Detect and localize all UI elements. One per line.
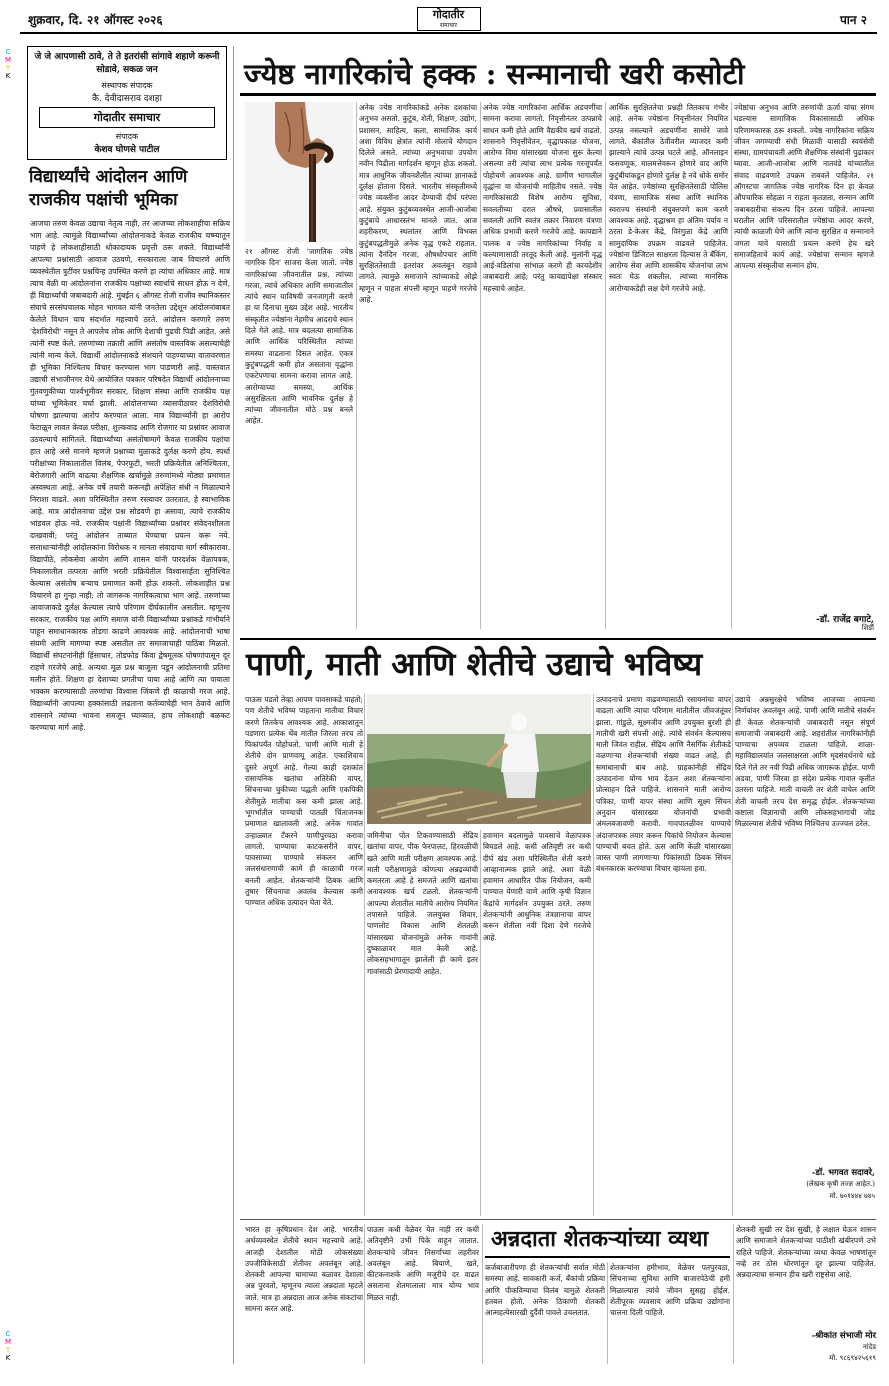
article3-column: भारत हा कृषिप्रधान देश आहे. भारतीय अर्थव्यवस्थेत शेतीचे स्थान महत्त्वाचे आहे. आजही देशातील मोठी लोकसंख्या उपजीविकेसाठी शेतीवर अवलंबून आहे. शेतकरी आपल्या घामाच्या बळावर देशाला अन्न पुरवतो, म्हणूनच त्याला अन्नदाता म्हटले जाते. मात्र हा अन्नदाता आज अनेक संकटांचा सामना करत आहे. (245, 1225, 363, 1314)
column-divider (593, 694, 594, 1216)
article2-author-note: (लेखक कृषी तज्ज्ञ आहेत.) (806, 1180, 875, 1188)
paper-name: गोदातीर समाचार (39, 107, 215, 128)
column-divider (605, 102, 606, 629)
column-divider (482, 1224, 483, 1364)
editor-name: केशव घोणसे पाटील (94, 145, 160, 155)
article1-column: २१ ऑगस्ट रोजी 'जागतिक ज्येष्ठ नागरिक दिन' साजरा केला जातो. ज्येष्ठ नागरिकांच्या जीवनातील प्रश्न, त्यांच्या गरजा, त्यांचे अधिकार आणि समाजातील त्यांचे स्थान याविषयी जनजागृती करणे हा या दिनाचा मुख्य उद्देश आहे. भारतीय संस्कृतीत ज्येष्ठांना नेहमीच आदराचे स्थान दिले गेले आहे. मात्र बदलत्या सामाजिक आणि आर्थिक परिस्थितीत त्यांच्या समस्या वाढताना दिसत आहेत. एकत्र कुटुंबपद्धती कमी होत असताना वृद्धांना एकटेपणाचा सामना करावा लागत आहे. आरोग्याच्या समस्या, आर्थिक असुरक्षितता आणि भावनिक दुर्लक्ष हे त्यांच्या जीवनातील मोठे प्रश्न बनले आहेत. (245, 247, 353, 426)
article1-column: ज्येष्ठांचा अनुभव आणि तरुणांची ऊर्जा यांचा संगम घडल्यास सामाजिक विकासासाठी अधिक परिणामकारक ठरू शकतो. ज्येष्ठ नागरिकांना सक्रिय जीवन जगण्याची संधी मिळावी यासाठी स्वयंसेवी संस्था, ग्रामपंचायती आणि शैक्षणिक संस्थांनी पुढाकार घ्यावा. आजी-आजोबा आणि नातवंडे यांच्यातील संवाद वाढवणारे उपक्रम राबवले पाहिजेत. २१ ऑगस्टचा जागतिक ज्येष्ठ नागरिक दिन हा केवळ औपचारिक सोहळा न राहता कृतज्ञता, सन्मान आणि जबाबदारीचा संकल्प दिन ठरला पाहिजे. आपल्या घरातील आणि परिसरातील ज्येष्ठांचा आदर करणे, त्यांची काळजी घेणे आणि त्यांना सुरक्षित व सन्मानाने जगता यावे यासाठी प्रयत्न करणे हेच खरे समाजहिताचे कार्य आहे. ज्येष्ठांचा सन्मान म्हणजे आपल्या संस्कृतीचा सन्मान होय. (734, 103, 874, 271)
article3-author-phone: मो. ९८६९४२५६१९ (829, 1354, 876, 1362)
column-divider (731, 102, 732, 629)
masthead-logo: गोदातीर समाचार (417, 7, 481, 31)
article1-column: आर्थिक सुरक्षिततेचा प्रश्नही तितकाच गंभीर आहे. अनेक ज्येष्ठांना निवृत्तीनंतर नियमित उत्पन्न नसल्याने अडचणींना सामोरे जावे लागते. बँकांतील ठेवींवरील व्याजदर कमी झाल्याने त्यांचे उत्पन्न घटले आहे. ऑनलाइन फसवणूक, मालमत्तेवरून होणारे वाद आणि कुटुंबीयांकडून होणारे दुर्लक्ष हे नवे धोके समोर येत आहेत. ज्येष्ठांच्या सुरक्षिततेसाठी पोलिस यंत्रणा, सामाजिक संस्था आणि स्थानिक स्वराज्य संस्थांनी संयुक्तपणे काम करणे आवश्यक आहे. वृद्धाश्रम हा अंतिम पर्याय न ठरता डे-केअर केंद्रे, विरंगुळा केंद्रे आणि सामुदायिक उपक्रम वाढवले पाहिजेत. ज्येष्ठांना डिजिटल साक्षरता दिल्यास ते बँकिंग, आरोग्य सेवा आणि शासकीय योजनांचा लाभ स्वतः घेऊ शकतील. त्यांच्या मानसिक आरोग्याकडेही लक्ष देणे गरजेचे आहे. (609, 103, 728, 293)
editorial-masthead-box (27, 46, 227, 160)
color-registration-mark: C M Y K (4, 48, 12, 80)
color-registration-mark: C M Y K (4, 1330, 12, 1362)
article2-column: पाऊस पडतो तेव्हा आपण पावसाकडे पाहतो; पण शेतीचे भविष्य पाहताना मातीचा विचार करणे तितकेच आवश्यक आहे. आकाशातून पडणारा प्रत्येक थेंब मातीत जिरला तरच तो पिकांपर्यंत पोहोचतो. पाणी आणि माती हे शेतीचे दोन प्राणवायू आहेत. एकाशिवाय दुसरे अपूर्ण आहे. गेल्या काही दशकांत रासायनिक खतांचा अतिरेकी वापर, सिंचनाच्या चुकीच्या पद्धती आणि एकपिकी शेतीमुळे मातीचा कस कमी झाला आहे. भूगर्भातील पाण्याची पातळी चिंताजनक प्रमाणात खालावली आहे. अनेक गावांत उन्हाळ्यात टँकरने पाणीपुरवठा करावा लागतो. पाण्याचा काटकसरीने वापर, पावसाच्या पाण्याचे संकलन आणि जलसंधारणाची कामे ही काळाची गरज बनली आहेत. शेतकऱ्यांनी ठिबक आणि तुषार सिंचनाचा अवलंब केल्यास कमी पाण्यात अधिक उत्पादन घेता येते. (245, 695, 363, 908)
editorial-body: आजचा तरुण केवळ उद्याचा नेतृत्व नाही, तर आजच्या लोकशाहीचा सक्रिय भाग आहे. त्यामुळे विद्यार्थ्यांच्या आंदोलनाकडे केवळ राजकीय चष्म्यातून पाहणे हे लोकशाहीसाठी धोकादायक प्रवृत्ती ठरू शकते. विद्यार्थ्यांनी आपल्या प्रश्नांसाठी आवाज उठवणे, सरकाराला जाब विचारणे आणि व्यवस्थेतील त्रुटींवर प्रश्नचिन्ह उपस्थित करणे हा त्यांचा अधिकार आहे. मात्र त्याच वेळी या आंदोलनांना राजकीय पक्षांच्या स्वार्थाचे साधन होऊ न देणे, ही विद्यार्थ्यांची जबाबदारी आहे. मुंबईत ६ ऑगस्ट रोजी राजीव स्थानिकस्तर संघाचे सरसंघचालक मोहन भागवत यांनी जनतेला उद्देशून आंदोलनांबाबत केलेले विधान याच संदर्भात महत्त्वाचे ठरते. आंदोलन करणारे तरुण 'देशविरोधी' नसून ते आपलेच लोक आणि देशाची पुढची पिढी आहेत, असे त्यांनी स्पष्ट केले. तरुणांच्या तक्रारी आणि असंतोष वास्तविक असल्याचेही त्यांनी मान्य केले. विद्यार्थी आंदोलनाकडे संशयाने पाहण्याच्या वातावरणात ही भूमिका निश्चितच विचार करण्यास भाग पाडणारी आहे. वास्तवात उद्याची संभाजीनगर येथे आयोजित पत्रकार परिषदेत विद्यार्थी आंदोलनाच्या गुंतवणुकीच्या पार्श्वभूमीवर सरकार, शिक्षण संस्था आणि राजकीय पक्ष यांच्या भूमिकेवर चर्चा झाली. आंदोलनाच्या व्यासपीठावर देशविरोधी घोषणा झाल्याचा आरोप करण्यात आला. मात्र विद्यार्थ्यांनी हा आरोप फेटाळून लावत केवळ परीक्षा, शुल्कवाढ आणि रोजगार या प्रश्नांवर आवाज उठवल्याचे सांगितले. विद्यार्थ्यांच्या असंतोषामागे केवळ राजकीय पक्षांचा हात आहे असे मानणे म्हणजे प्रश्नाच्या मुळाकडे दुर्लक्ष करणे होय. स्पर्धा परीक्षांच्या निकालातील विलंब, पेपरफुटी, भरती प्रक्रियेतील अनिश्चितता, बेरोजगारी आणि वाढत्या शैक्षणिक खर्चामुळे तरुणांमध्ये मोठ्या प्रमाणात अस्वस्थता आहे. अनेक वर्षे तयारी करूनही अपेक्षित संधी न मिळाल्याने निराशा वाढते. अशा परिस्थितीत तरुण रस्त्यावर उतरतात, हे स्वाभाविक आहे. मात्र आंदोलनाचा उद्देश प्रश्न सोडवणे हा असावा, त्याचे राजकीय भांडवल होऊ नये. राजकीय पक्षांनी विद्यार्थ्यांच्या प्रश्नांवर संवेदनशीलता दाखवावी; परंतु आंदोलन ताब्यात घेण्याचा प्रयत्न करू नये. सत्ताधाऱ्यांनीही आंदोलकांना विरोधक न मानता संवादाचा मार्ग स्वीकारावा. विद्यापीठे, लोकसेवा आयोग आणि शासन यांनी पारदर्शक वेळापत्रक, निकालातील तत्परता आणि भरती प्रक्रियेतील विश्वासार्हता सुनिश्चित केल्यास असंतोष बऱ्याच प्रमाणात कमी होऊ शकतो. लोकशाहीत प्रश्न विचारणे हा गुन्हा नाही; तो जागरूक नागरिकत्वाचा भाग आहे. तरुणांच्या आवाजाकडे दुर्लक्ष केल्यास त्याचे परिणाम दीर्घकालीन असतील. म्हणूनच सरकार, राजकीय पक्ष आणि समाज यांनी विद्यार्थ्यांच्या प्रश्नांकडे गांभीर्याने पाहून समाधानकारक तोडगा काढणे आवश्यक आहे. आंदोलनाची भाषा संयमी आणि मागण्या स्पष्ट असतील तर समाजाचाही पाठिंबा मिळतो. विद्यार्थी संघटनांनीही हिंसाचार, तोडफोड किंवा द्वेषमूलक घोषणांपासून दूर राहणे गरजेचे आहे. अन्यथा मूळ प्रश्न बाजूला पडून आंदोलनाची प्रतिमा मलीन होते. शिक्षण हा देशाच्या प्रगतीचा पाया आहे आणि त्या पायाला भक्कम करण्यासाठी तरुणांचा विश्वास जिंकणे ही काळाची गरज आहे. विद्यार्थ्यांनी आपल्या हक्कांसाठी लढताना कर्तव्याचेही भान ठेवावे आणि शासनाने त्यांच्या भावना समजून घ्याव्यात, हाच लोकशाही बळकट करण्याचा मार्ग आहे. (30, 219, 230, 732)
section-divider (240, 1219, 876, 1220)
page-number: पान २ (839, 12, 867, 27)
article2-headline: पाणी, माती आणि शेतीचे उद्याचे भविष्य (246, 645, 703, 683)
column-divider (732, 694, 733, 1216)
article3-headline-box (485, 1222, 730, 1258)
article2-headline-banner (240, 638, 876, 688)
article1-place: शिर्डी (861, 624, 874, 632)
article2-column: जमिनीचा पोत टिकवण्यासाठी सेंद्रिय खतांचा वापर, पीक फेरपालट, हिरवळीची खते आणि माती परीक्षण आवश्यक आहे. माती परीक्षणामुळे कोणत्या अन्नद्रव्यांची कमतरता आहे हे समजते आणि खतांचा अनावश्यक खर्च टळतो. शेतकऱ्यांनी आपल्या शेतातील मातीचे आरोग्य नियमित तपासले पाहिजे. जलयुक्त शिवार, पाणलोट विकास आणि शेततळी यांसारख्या योजनांमुळे अनेक गावांनी दुष्काळावर मात केली आहे. लोकसहभागातून झालेली ही कामे इतर गावांसाठी प्रेरणादायी आहेत. (367, 831, 478, 976)
article3-column: शेतकऱ्यांना हमीभाव, वेळेवर पतपुरवठा, सिंचनाच्या सुविधा आणि बाजारपेठेची हमी मिळाल्यास त्यांचे जीवन सुसह्य होईल. शेतीपूरक व्यवसाय आणि प्रक्रिया उद्योगांना चालना दिली पाहिजे. (610, 1263, 730, 1318)
article3-column: शेतकरी सुखी तर देश सुखी, हे लक्षात घेऊन शासन आणि समाजाने शेतकऱ्यांच्या पाठीशी खंबीरपणे उभे राहिले पाहिजे. शेतकऱ्यांच्या व्यथा केवळ भाषणांतून नव्हे तर ठोस धोरणांतून दूर झाल्या पाहिजेत. अन्नदात्याचा सन्मान हीच खरी राष्ट्रसेवा आहे. (736, 1225, 876, 1280)
article2-column: उत्पादनाचे प्रमाण वाढवण्यासाठी रसायनांचा वापर वाढला आणि त्याचा परिणाम मातीतील जीवजंतूंवर झाला. गांडुळे, सूक्ष्मजीव आणि उपयुक्त बुरशी ही मातीची खरी संपत्ती आहे. त्यांचे संवर्धन केल्यासच माती जिवंत राहील. सेंद्रिय आणि नैसर्गिक शेतीकडे वळणाऱ्या शेतकऱ्यांची संख्या वाढत आहे, ही समाधानाची बाब आहे. ग्राहकांनीही सेंद्रिय उत्पादनांना योग्य भाव देऊन अशा शेतकऱ्यांना प्रोत्साहन दिले पाहिजे. शासनाने माती आरोग्य पत्रिका, पाणी वापर संस्था आणि सूक्ष्म सिंचन अनुदान यांसारख्या योजनांची प्रभावी अंमलबजावणी करावी. गावपातळीवर पाण्याचे अंदाजपत्रक तयार करून पिकांचे नियोजन केल्यास पाण्याची बचत होते. ऊस आणि केळी यांसारख्या जास्त पाणी लागणाऱ्या पिकांसाठी ठिबक सिंचन बंधनकारक करण्याचा विचार व्हायला हवा. (596, 695, 731, 874)
walking-stick-photo (245, 102, 353, 242)
motto: जे जे आपणासी ठावे, ते ते इतरांसी सांगावे शहाणे करूनी सोडावे, सकळ जन (34, 52, 220, 75)
column-divider (364, 1224, 365, 1364)
column-divider (356, 102, 357, 629)
article1-column: अनेक ज्येष्ठ नागरिकांना आर्थिक अडचणींचा सामना करावा लागतो. निवृत्तीनंतर उत्पन्नाचे साधन कमी होते आणि वैद्यकीय खर्च वाढतो. शासनाने निवृत्तीवेतन, वृद्धापकाळ योजना, आरोग्य विमा यांसारख्या योजना सुरू केल्या असल्या तरी त्यांचा लाभ प्रत्येक गरजूपर्यंत पोहोचणे आवश्यक आहे. ग्रामीण भागातील वृद्धांना या योजनांची माहितीच नसते. ज्येष्ठ नागरिकांसाठी विशेष आरोग्य सुविधा, सवलतीच्या दरात औषधे, प्रवासातील सवलती आणि स्वतंत्र तक्रार निवारण यंत्रणा अधिक प्रभावी करणे गरजेचे आहे. कायद्याने पालक व ज्येष्ठ नागरिकांच्या निर्वाह व कल्याणासाठी तरतूद केली आहे. मुलांनी वृद्ध आई-वडिलांचा सांभाळ करणे ही कायदेशीर जबाबदारी आहे; परंतु कायद्यापेक्षा संस्कार महत्त्वाचे आहेत. (483, 103, 602, 293)
article2-column: हवामान बदलामुळे पावसाचे वेळापत्रक बिघडले आहे. कधी अतिवृष्टी तर कधी दीर्घ खंड अशा परिस्थितीत शेती करणे आव्हानात्मक झाले आहे. अशा वेळी हवामान आधारित पीक नियोजन, कमी पाण्यात येणारी वाणे आणि कृषी विज्ञान केंद्रांचे मार्गदर्शन उपयुक्त ठरते. तरुण शेतकऱ्यांनी आधुनिक तंत्रज्ञानाचा वापर करून शेतीला नवी दिशा देणे गरजेचे आहे. (483, 831, 591, 942)
column-divider (607, 1262, 608, 1364)
editorial-column (27, 46, 234, 1364)
article1-column: अनेक ज्येष्ठ नागरिकांकडे अनेक दशकांचा अनुभव असतो. कुटुंब, शेती, शिक्षण, उद्योग, प्रशासन, साहित्य, कला, सामाजिक कार्य अशा विविध क्षेत्रांत त्यांनी मोलाचे योगदान दिलेले असते. त्यांच्या अनुभवाचा उपयोग नवीन पिढीला मार्गदर्शन म्हणून होऊ शकतो. मात्र आधुनिक जीवनशैलीत त्यांच्या ज्ञानाकडे दुर्लक्ष होताना दिसते. भारतीय संस्कृतीमध्ये ज्येष्ठ व्यक्तींना आदर देण्याची दीर्घ परंपरा आहे. संयुक्त कुटुंबव्यवस्थेत आजी-आजोबा कुटुंबाचे आधारस्तंभ मानले जात. आज शहरीकरण, स्थलांतर आणि विभक्त कुटुंबपद्धतीमुळे अनेक वृद्ध एकटे राहतात. त्यांना दैनंदिन गरजा, औषधोपचार आणि सुरक्षिततेसाठी इतरांवर अवलंबून राहावे लागते. त्यामुळे समाजाने त्यांच्याकडे ओझे म्हणून न पाहता संपत्ती म्हणून पाहणे गरजेचे आहे. (359, 103, 477, 305)
column-divider (733, 1224, 734, 1364)
column-divider (480, 830, 481, 1216)
article3-column: कर्जबाजारीपणा ही शेतकऱ्यांची सर्वात मोठी समस्या आहे. सावकारी कर्ज, बँकांची प्रक्रिया आणि पीकविम्याचा विलंब यामुळे शेतकरी हतबल होतो. अनेक ठिकाणी शेतकरी आत्महत्येसारखी दुर्दैवी पावले उचलतात. (485, 1263, 605, 1318)
article1-author: -डॉ. राजेंद्र बगाटे, (816, 615, 874, 625)
editor-label: संपादक (115, 132, 139, 141)
article1-headline-banner (240, 54, 876, 96)
article1-headline: ज्येष्ठ नागरिकांचे हक्क : सन्मानाची खरी कसोटी (244, 57, 745, 91)
article2-column: उद्याचे अन्नसुरक्षेचे भविष्य आजच्या आपल्या निर्णयांवर अवलंबून आहे. पाणी आणि मातीचे संवर्धन ही केवळ शेतकऱ्यांची जबाबदारी नसून संपूर्ण समाजाची जबाबदारी आहे. शहरांतील नागरिकांनीही पाण्याचा अपव्यय टाळला पाहिजे. शाळा-महाविद्यालयांत जलसाक्षरता आणि मृदसंवर्धनाचे धडे दिले गेले तर नवी पिढी अधिक जागरूक होईल. पाणी अडवा, पाणी जिरवा हा संदेश प्रत्येक गावात कृतीत उतरला पाहिजे. माती वाचली तर शेती वाचेल आणि शेती वाचली तरच देश समृद्ध होईल. शेतकऱ्यांच्या कष्टाला विज्ञानाची आणि लोकसहभागाची जोड मिळाल्यास शेतीचे भविष्य निश्चितच उज्ज्वल ठरेल. (735, 695, 875, 829)
article2-author-phone: मो. ७०१४४४ ७४५ (829, 1192, 875, 1200)
founder-name: कै. देवीदासराव दशहा (92, 94, 162, 104)
column-divider (364, 694, 365, 1216)
issue-date: शुक्रवार, दि. २१ ऑगस्ट २०२६ (28, 12, 163, 27)
editorial-headline: विद्यार्थ्यांचे आंदोलन आणि राजकीय पक्षांची भूमिका (29, 167, 188, 210)
article3-author: -श्रीकांत संभाजी मोर (811, 1331, 876, 1341)
article2-author: -डॉ. भगवत सदावरे, (811, 1168, 875, 1178)
article3-headline: अन्नदाता शेतकऱ्यांच्या व्यथा (491, 1226, 709, 1252)
article3-place: नांदेड (862, 1343, 876, 1351)
article3-column: पाऊस कधी वेळेवर येत नाही तर कधी अतिवृष्टीने उभी पिके वाहून जातात. शेतकऱ्यांचे जीवन निसर्गाच्या लहरीवर अवलंबून आहे. बियाणे, खते, कीटकनाशके आणि मजुरीचे दर वाढत असताना शेतमालाला मात्र योग्य भाव मिळत नाही. (367, 1225, 479, 1302)
page-header (20, 6, 877, 34)
column-divider (480, 102, 481, 629)
farmer-field-photo (367, 694, 591, 824)
founder-label: संस्थापक संपादक (101, 81, 153, 90)
